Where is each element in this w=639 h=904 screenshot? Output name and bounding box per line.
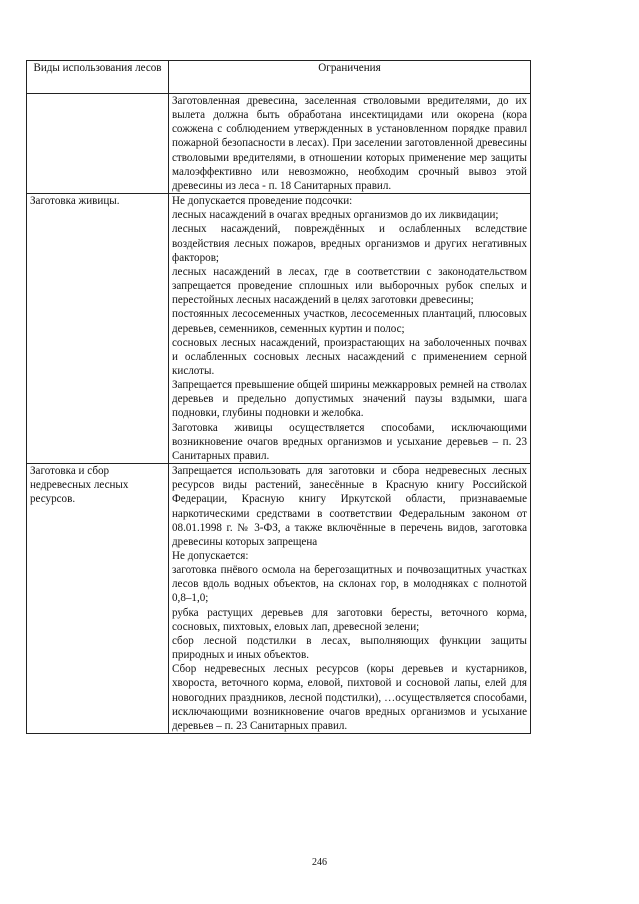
restriction-paragraph: сосновых лесных насаждений, произрастающих на заболоченных почвах и ослабленных сосновых лесных насаждений с применением серной кислоты. [172, 336, 527, 377]
table-row [27, 464, 531, 734]
restriction-paragraph: лесных насаждений, повреждённых и ослабленных вследствие воздействия лесных пожаров, вредных организмов и других негативных факторов; [172, 223, 527, 264]
row-restrictions [169, 94, 531, 194]
restriction-paragraph: Запрещается использовать для заготовки и сбора недревесных лесных ресурсов виды растений, занесённые в Красную книгу Российской Федерации, Красную книгу Иркутской области, признаваемые наркотическими средствами в соответствии Федеральным законом от 08.01.1998 г. № 3-ФЗ, а также включённые в перечень видов, заготовка древесины которых запрещена [172, 465, 527, 548]
restriction-paragraph: лесных насаждений в очагах вредных организмов до их ликвидации; [172, 209, 499, 222]
restriction-paragraph: заготовка пнёвого осмола на берегозащитных и почвозащитных участках лесов вдоль водных объектов, на склонах гор, в молодняках с полнотой 0,8–1,0; [172, 564, 527, 605]
row-use-type: Заготовка живицы. [27, 194, 169, 464]
row-use-type: Заготовка и сбор недревесных лесных ресурсов. [27, 464, 169, 734]
restriction-paragraph: постоянных лесосеменных участков, лесосеменных плантаций, плюсовых деревьев, семенников, семенных куртин и полос; [172, 308, 527, 335]
table-header-row [27, 61, 531, 94]
restriction-paragraph: сбор лесной подстилки в лесах, выполняющих функции защиты природных и иных объектов. [172, 634, 527, 662]
restriction-paragraph: Заготовленная древесина, заселенная стволовыми вредителями, до их вылета должна быть обработана инсектицидами или окорена (кора сожжена с соблюдением утвержденных в установленном порядке правил пожарной безопасности в лесах). При заселении заготовленной древесины стволовыми вредителями, в отношении которых применение мер защиты малоэффективно или невозможно, необходим срочный вывоз этой древесины из леса - п. 18 Санитарных правил. [172, 95, 527, 192]
restriction-paragraph: Заготовка живицы осуществляется способами, исключающими возникновение очагов вредных организмов и усыхание деревьев – п. 23 Санитарных правил. [172, 421, 527, 462]
row-restrictions [169, 464, 531, 734]
table-row [27, 194, 531, 464]
header-forest-use-types: Виды использования лесов [27, 61, 169, 94]
restriction-paragraph: Не допускается: [172, 550, 249, 562]
header-restrictions: Ограничения [169, 61, 531, 94]
restriction-paragraph: Не допускается проведение подсочки: [172, 195, 353, 208]
restriction-paragraph: лесных насаждений в лесах, где в соответствии с законодательством запрещается проведение сплошных или выборочных рубок спелых и перестойных лесных насаждений в целях заготовки древесины; [172, 265, 527, 307]
row-use-type [27, 94, 169, 194]
page-number: 246 [312, 857, 327, 868]
restriction-paragraph: Сбор недревесных лесных ресурсов (коры деревьев и кустарников, хвороста, веточного корма, еловой, пихтовой и сосновой лапы, елей для новогодних праздников, лесной подстилки), …осуществляется способами, исключающими возникновение очагов вредных организмов и усыхание деревьев – п. 23 Санитарных правил. [172, 663, 527, 732]
row-restrictions [169, 194, 531, 464]
restriction-paragraph: рубка растущих деревьев для заготовки бересты, веточного корма, сосновых, пихтовых, еловых лап, древесной зелени; [172, 606, 527, 633]
table-row [27, 94, 531, 194]
restrictions-table [26, 60, 531, 734]
restriction-paragraph: Запрещается превышение общей ширины межкарровых ремней на стволах деревьев и предельно допустимых значений паузы вздымки, шага подновки, глубины подновки и желобка. [172, 379, 527, 420]
